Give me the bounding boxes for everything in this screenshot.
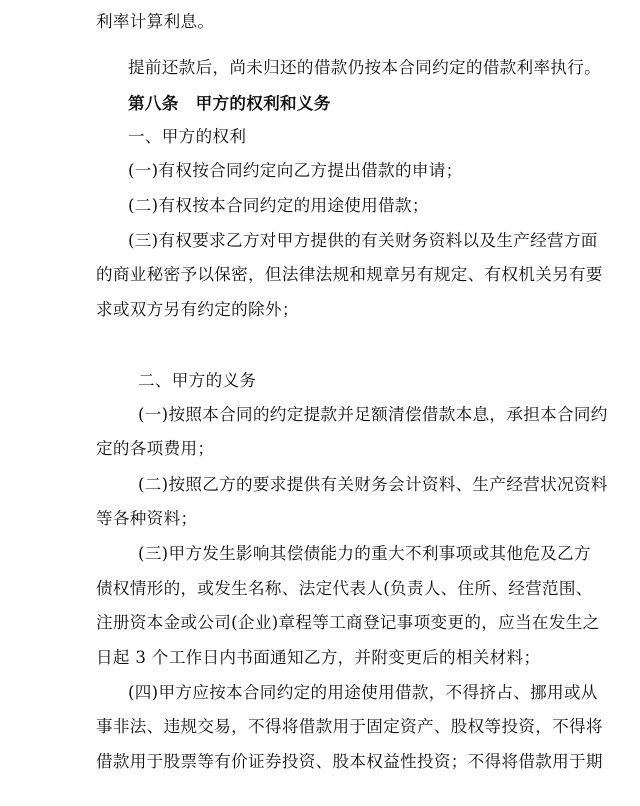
- text-line: (三)有权要求乙方对甲方提供的有关财务资料以及生产经营方面: [128, 231, 598, 250]
- text-line: 注册资本金或公司(企业)章程等工商登记事项变更的，应当在发生之: [96, 613, 600, 632]
- text-line: (二)按照乙方的要求提供有关财务会计资料、生产经营状况资料: [138, 475, 608, 494]
- text-line: (四)甲方应按本合同约定的用途使用借款，不得挤占、挪用或从: [128, 683, 598, 702]
- text-line: 事非法、违规交易，不得将借款用于固定资产、股权等投资，不得将: [96, 717, 603, 736]
- text-line: (二)有权按本合同约定的用途使用借款；: [128, 196, 429, 215]
- text-line: 定的各项费用；: [96, 439, 215, 458]
- text-line: 债权情形的，或发生名称、法定代表人(负责人、住所、经营范围、: [96, 579, 593, 598]
- text-line: 求或双方另有约定的除外；: [96, 300, 299, 319]
- text-line: (一)有权按合同约定向乙方提出借款的申请；: [128, 161, 463, 180]
- text-line: (三)甲方发生影响其偿债能力的重大不利事项或其他危及乙方: [138, 544, 591, 563]
- section-heading: 一、甲方的权利: [128, 127, 247, 146]
- text-line: 的商业秘密予以保密，但法律法规和规章另有规定、有权机关另有要: [96, 265, 603, 284]
- text-line: 等各种资料；: [96, 509, 198, 528]
- text-line: 提前还款后，尚未归还的借款仍按本合同约定的借款利率执行。: [128, 58, 602, 77]
- text-line: 利率计算利息。: [96, 12, 215, 31]
- section-heading: 二、甲方的义务: [138, 371, 257, 390]
- text-line: (一)按照本合同的约定提款并足额清偿借款本息，承担本合同约: [138, 405, 608, 424]
- text-line: 日起 3 个工作日内书面通知乙方，并附变更后的相关材料；: [96, 648, 541, 667]
- article-heading: 第八条 甲方的权利和义务: [128, 93, 331, 113]
- text-line: 借款用于股票等有价证券投资、股本权益性投资；不得将借款用于期: [96, 752, 603, 771]
